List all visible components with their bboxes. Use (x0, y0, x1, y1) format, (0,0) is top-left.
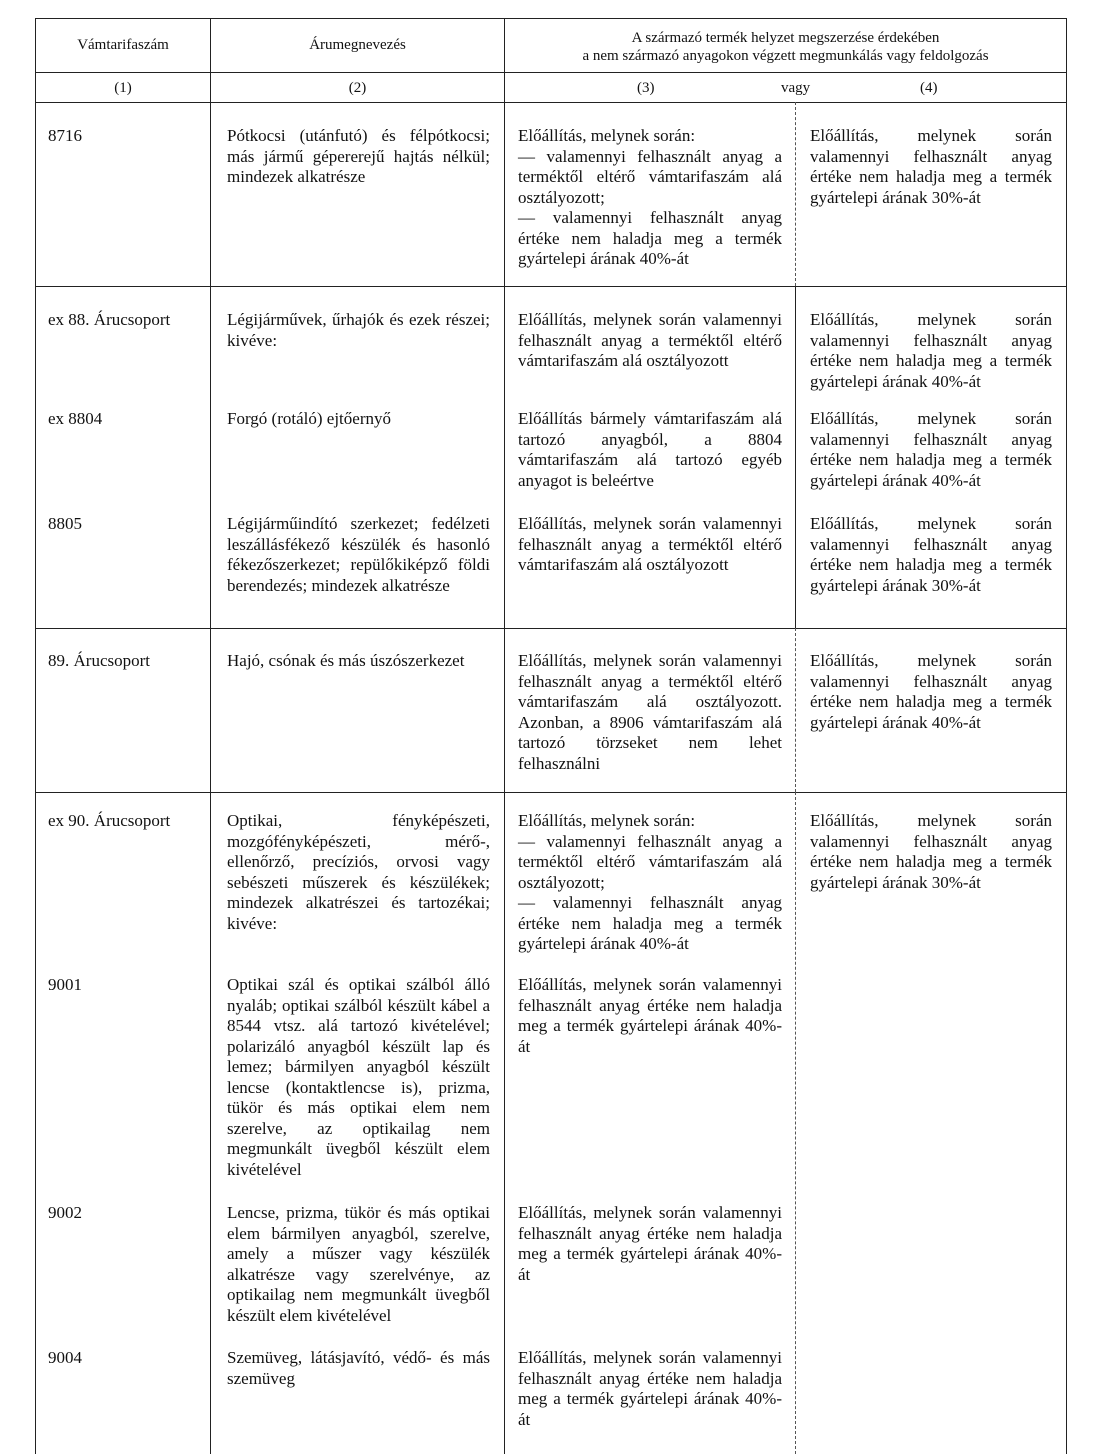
header-col34-line1: A származó termék helyzet megszerzése érdekében (631, 30, 940, 46)
goods-description: Hajó, csónak és más úszószerkezet (227, 651, 465, 670)
tariff-code: 8805 (48, 514, 82, 533)
header-bottom-border (35, 72, 1067, 73)
condition-col4: Előállítás, melynek során valamennyi felhasznált anyag értéke nem haladja meg a termék gyártelepi árának 30%-át (810, 514, 1052, 595)
column-number-3: (3) (637, 80, 655, 96)
column-number-1: (1) (114, 80, 132, 96)
condition-line: — valamennyi felhasznált anyag a terméktől eltérő vámtarifaszám alá osztályozott; (518, 146, 782, 207)
tariff-code: ex 88. Árucsoport (48, 310, 171, 329)
condition-col3 (518, 1203, 782, 1285)
goods-description: Szemüveg, látásjavító, védő- és más szemüveg (227, 1348, 490, 1388)
row-separator (35, 792, 1067, 793)
tariff-code: 9002 (48, 1203, 82, 1222)
column-divider-dashed (795, 628, 796, 792)
condition-line: Előállítás, melynek során valamennyi felhasznált anyag értéke nem haladja meg a termék gyártelepi árának 40%-át (518, 1348, 782, 1429)
column-divider (210, 18, 211, 1454)
condition-col3 (518, 811, 782, 955)
table-right-border (1066, 18, 1067, 1454)
goods-description: Forgó (rotáló) ejtőernyő (227, 409, 391, 428)
condition-line: Előállítás, melynek során valamennyi felhasznált anyag értéke nem haladja meg a termék gyártelepi árának 40%-át (518, 975, 782, 1056)
condition-col3 (518, 975, 782, 1057)
or-label: vagy (781, 80, 811, 96)
condition-line: — valamennyi felhasznált anyag a terméktől eltérő vámtarifaszám alá osztályozott; (518, 831, 782, 892)
column-divider-dashed (795, 102, 796, 286)
condition-line: Előállítás, melynek során valamennyi felhasznált anyag a terméktől eltérő vámtarifaszám alá osztályozott (518, 310, 782, 370)
goods-description: Optikai, fényképészeti, mozgófényképészeti, mérő-, ellenőrző, precíziós, orvosi vagy sebészeti műszerek és készülékek; mindezek alkatrészei és tartozékai; kivéve: (227, 811, 490, 933)
condition-col4: Előállítás, melynek során valamennyi felhasznált anyag értéke nem haladja meg a termék gyártelepi árának 30%-át (810, 811, 1052, 892)
row-separator (35, 286, 1067, 287)
condition-col4: Előállítás, melynek során valamennyi felhasznált anyag értéke nem haladja meg a termék gyártelepi árának 40%-át (810, 409, 1052, 490)
tariff-code: 89. Árucsoport (48, 651, 150, 670)
tariff-code: ex 8804 (48, 409, 103, 428)
table-top-border (35, 18, 1067, 19)
goods-description: Lencse, prizma, tükör és más optikai elem bármilyen anyagból, szerelve, amely a műszer vagy készülék alkatrésze vagy szerelvénye, az optikailag nem megmunkált üvegből készült elem kivételével (227, 1203, 490, 1325)
condition-col4: Előállítás, melynek során valamennyi felhasznált anyag értéke nem haladja meg a termék gyártelepi árának 40%-át (810, 651, 1052, 732)
condition-col3 (518, 651, 782, 774)
condition-col3 (518, 126, 782, 270)
condition-col4: Előállítás, melynek során valamennyi felhasznált anyag értéke nem haladja meg a termék gyártelepi árának 40%-át (810, 310, 1052, 391)
condition-line: Előállítás, melynek során: (518, 811, 696, 830)
column-divider (504, 18, 505, 1454)
condition-line: Előállítás, melynek során valamennyi felhasznált anyag a terméktől eltérő vámtarifaszám alá osztályozott. Azonban, a 8906 vámtarifaszám alá tartozó törzseket nem lehet felhasználni (518, 651, 782, 773)
condition-line: — valamennyi felhasznált anyag értéke nem haladja meg a termék gyártelepi árának 40%-át (518, 893, 782, 953)
column-divider (795, 286, 796, 628)
header-col2: Árumegnevezés (309, 37, 406, 53)
table-left-border (35, 18, 36, 1454)
condition-line: Előállítás, melynek során valamennyi felhasznált anyag értéke nem haladja meg a termék gyártelepi árának 40%-át (518, 1203, 782, 1284)
row-separator (35, 628, 1067, 629)
header-col1: Vámtarifaszám (77, 37, 169, 53)
condition-col4: Előállítás, melynek során valamennyi felhasznált anyag értéke nem haladja meg a termék gyártelepi árának 30%-át (810, 126, 1052, 207)
tariff-code: 9001 (48, 975, 82, 994)
tariff-code: 9004 (48, 1348, 82, 1367)
column-number-2: (2) (348, 80, 367, 96)
column-number-4: (4) (920, 80, 938, 96)
column-divider-dashed (795, 792, 796, 1454)
condition-line: — valamennyi felhasznált anyag értéke nem haladja meg a termék gyártelepi árának 40%-át (518, 208, 782, 268)
header-col34-line2: a nem származó anyagokon végzett megmunkálás vagy feldolgozás (582, 48, 989, 64)
goods-description: Légijárműindító szerkezet; fedélzeti leszállásfékező készülék és hasonló fékezőszerkezet; repülőkiképző földi berendezés; mindezek alkatrésze (227, 514, 490, 595)
tariff-code: 8716 (48, 126, 82, 145)
goods-description: Pótkocsi (utánfutó) és félpótkocsi; más jármű gépererejű hajtás nélkül; mindezek alkatrésze (227, 126, 490, 186)
condition-col3 (518, 310, 782, 372)
condition-line: Előállítás bármely vámtarifaszám alá tartozó anyagból, a 8804 vámtarifaszám alá tartozó egyéb anyagot is beleértve (518, 409, 782, 490)
condition-line: Előállítás, melynek során: (518, 126, 696, 145)
condition-col3 (518, 409, 782, 491)
tariff-code: ex 90. Árucsoport (48, 811, 171, 830)
goods-description: Optikai szál és optikai szálból álló nyaláb; optikai szálból készült kábel a 8544 vtsz. alá tartozó kivételével; polarizáló anyagból készült lap és lemez; bármilyen anyagból készült lencse (kontaktlencse is), prizma, tükör és más optikai elem nem szerelve, az optikailag nem megmunkált üvegből készült elem kivételével (227, 975, 490, 1179)
condition-col3 (518, 514, 782, 576)
number-row-border (35, 102, 1067, 103)
goods-description: Légijárművek, űrhajók és ezek részei; kivéve: (227, 310, 490, 350)
condition-line: Előállítás, melynek során valamennyi felhasznált anyag a terméktől eltérő vámtarifaszám alá osztályozott (518, 514, 782, 574)
condition-col3 (518, 1348, 782, 1430)
